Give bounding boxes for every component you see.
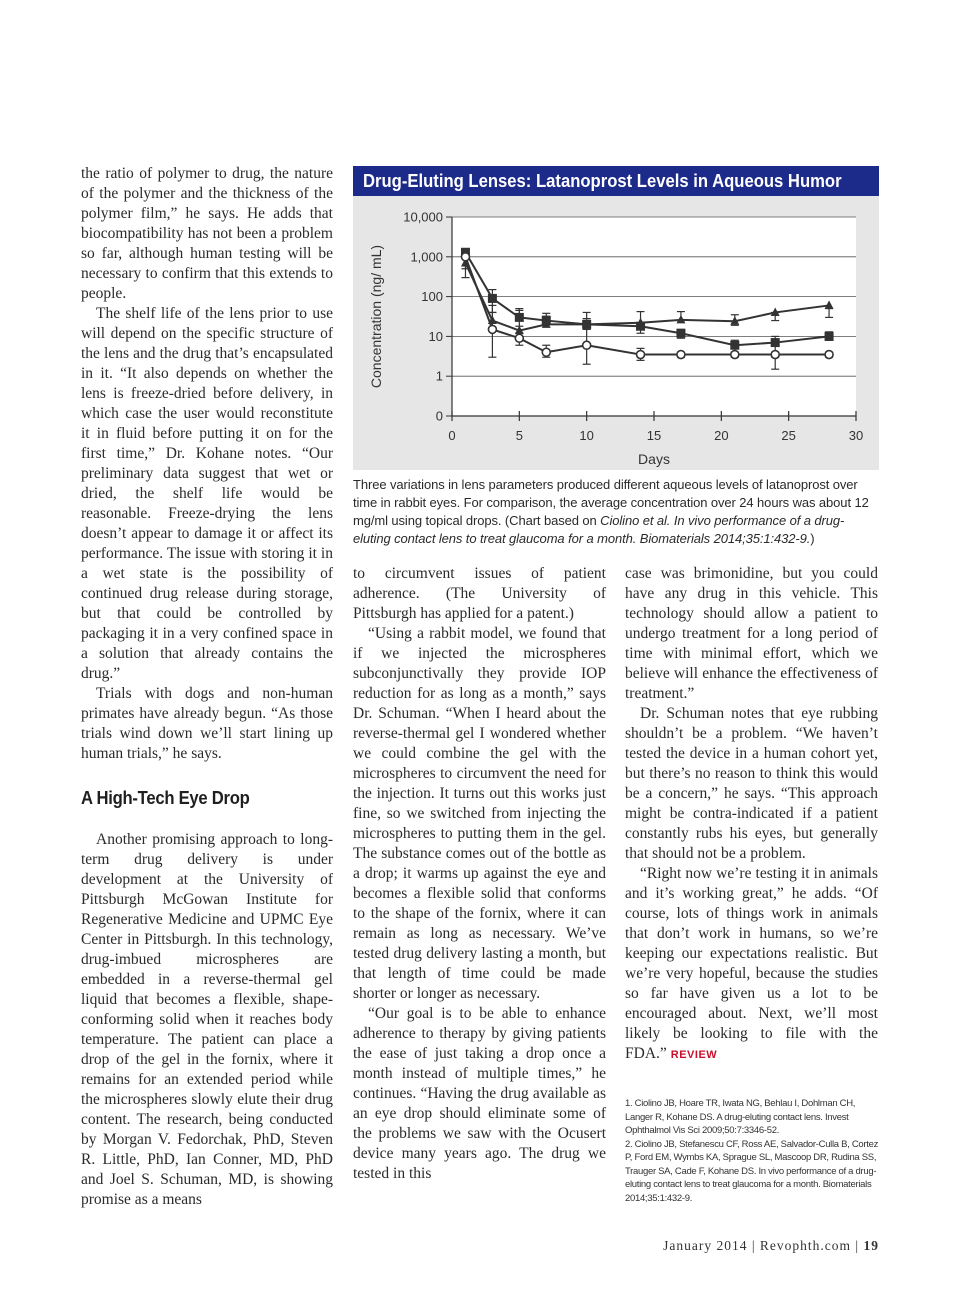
paragraph: to circumvent issues of patient adherence. (The University of Pittsburgh has applied for a patent.)	[353, 565, 606, 622]
data-point-circle	[825, 351, 833, 359]
x-tick-label: 5	[515, 428, 523, 443]
article-column-3	[625, 564, 878, 1065]
paragraph-text: “Right now we’re testing it in animals and it’s working great,” he adds. “Of course, lots of things work in animals that don’t work in humans, so we’re keeping our expectations realistic. But we’re very hopeful, because the studies so far have given us a lot to be encouraged about. Next, we’ll most likely be looking to file with the FDA.”	[625, 865, 878, 1062]
chart-title: Drug-Eluting Lenses: Latanoprost Levels in Aqueous Humor	[363, 170, 842, 191]
x-tick-label: 0	[448, 428, 456, 443]
line-chart	[353, 196, 879, 470]
data-point-square	[731, 341, 739, 349]
x-tick-label: 30	[848, 428, 864, 443]
reference-item: 1. Ciolino JB, Hoare TR, Iwata NG, Behlau I, Dohlman CH, Langer R, Kohane DS. A drug-eluting contact lens. Invest Ophthalmol Vis Sci 2009;50:7:3346-52.	[625, 1098, 856, 1136]
section-subheading: A High-Tech Eye Drop	[81, 787, 250, 808]
paragraph: the ratio of polymer to drug, the nature of the polymer and the thickness of the polymer film,” he says. He adds that biocompatibility has not been a problem so far, although human testing will be necessary to confirm that this extends to people.	[81, 165, 333, 302]
data-point-circle	[637, 351, 645, 359]
paragraph: case was brimonidine, but you could have any drug in this vehicle. This technology should allow a patient to undergo treatment for a long period of time with minimal effort, which we believe will enhance the effectiveness of treatment.”	[625, 565, 878, 702]
x-tick-label: 10	[579, 428, 594, 443]
caption-citation: Ciolino et al. In vivo performance of a drug-eluting contact lens to treat glaucoma for a month. Biomaterials 2014;35:1:432-9.	[353, 513, 845, 546]
x-tick-label: 25	[781, 428, 796, 443]
page-footer	[663, 1238, 879, 1254]
data-point-square	[771, 339, 779, 347]
data-point-circle	[583, 341, 591, 349]
paragraph: Trials with dogs and non-human primates have already begun. “As those trials wind down we’ll start lining up human trials,” he says.	[81, 685, 333, 762]
paragraph: Another promising approach to long-term drug delivery is under development at the University of Pittsburgh McGowan Institute for Regenerative Medicine and UPMC Eye Center in Pittsburgh. In this technology, drug-imbued microspheres are embedded in a reverse-thermal gel liquid that becomes a flexible, shape-conforming solid when it reaches body temperature. The patient can place a drop of the gel in the fornix, where it remains for an extended period while the microspheres slowly elute their drug content. The research, being conducted by Morgan V. Fedorchak, PhD, Steven R. Little, PhD, Ian Conner, MD, PhD and Joel S. Schuman, MD, is showing promise as a means	[81, 831, 333, 1208]
data-point-circle	[731, 351, 739, 359]
data-point-circle	[677, 351, 685, 359]
data-point-square	[515, 313, 523, 321]
chart-caption	[353, 476, 879, 548]
article-column-2	[353, 564, 606, 1184]
y-tick-label: 10	[428, 328, 443, 344]
y-tick-label: 100	[421, 289, 443, 305]
y-tick-label: 0	[435, 408, 443, 424]
paragraph: “Using a rabbit model, we found that if we injected the microspheres subconjunctivally they provide IOP reduction for as long as a month,” says Dr. Schuman. “When I heard about the reverse-thermal gel I wondered whether we could combine the gel with the microspheres to circumvent the need for the injection. It turns out this works just fine, so we switched from injecting the microspheres to putting them in the gel. The substance comes out of the bottle as a drop; it warms up against the eye and becomes a flexible solid that conforms to the shape of the fornix, where it can remain as long as necessary. We’ve tested drug delivery lasting a month, but that length of time could be made shorter or longer as necessary.	[353, 625, 606, 1002]
data-point-square	[637, 322, 645, 330]
page-number: 19	[863, 1238, 879, 1253]
reference-item: 2. Ciolino JB, Stefanescu CF, Ross AE, Salvador-Culla B, Cortez P, Ford EM, Wymbs KA, Sprague SL, Mascoop DR, Rudina SS, Trauger SA, Cade F, Kohane DS. In vivo performance of a drug-eluting contact lens to treat glaucoma for a month. Biomaterials 2014;35:1:432-9.	[625, 1138, 879, 1204]
review-end-mark: REVIEW	[670, 1049, 718, 1061]
caption-text: Three variations in lens parameters produced different aqueous levels of latanoprost over time in rabbit eyes. For comparison, the average concentration over 24 hours was about 12 mg/ml using topical drops. (Chart based on	[353, 477, 869, 528]
data-point-square	[677, 329, 685, 337]
caption-close: )	[810, 531, 815, 546]
chart-area	[353, 196, 879, 470]
plot-background	[452, 217, 856, 416]
article-column-1	[81, 164, 333, 1210]
data-point-circle	[488, 325, 496, 333]
data-point-circle	[515, 334, 523, 342]
x-tick-label: 15	[646, 428, 662, 443]
paragraph	[625, 864, 878, 1065]
data-point-circle	[771, 351, 779, 359]
references	[625, 1097, 883, 1205]
data-point-square	[825, 332, 833, 340]
data-point-square	[488, 294, 496, 302]
data-point-circle	[461, 253, 469, 261]
data-point-circle	[542, 348, 550, 356]
y-tick-label: 1,000	[410, 249, 443, 265]
x-tick-label: 20	[714, 428, 729, 443]
data-point-square	[583, 320, 591, 328]
chart-title-bar	[353, 166, 879, 196]
paragraph: Dr. Schuman notes that eye rubbing shouldn’t be a problem. “We haven’t tested the device in a human cohort yet, but there’s no reason to think this would be a concern,” he says. “This approach might be contra-indicated if a patient constantly rubs his eyes, but generally that should not be a problem.	[625, 705, 878, 862]
paragraph: “Our goal is to be able to enhance adherence to therapy by giving patients the ease of just taking a drop once a month instead of multiple times,” he continues. “Having the drug available as an eye drop should eliminate some of the problems we saw with the Ocusert device many years ago. The drug we tested in this	[353, 1005, 606, 1182]
x-axis-label: Days	[638, 451, 670, 467]
data-point-square	[542, 317, 550, 325]
y-tick-label: 10,000	[403, 209, 443, 225]
footer-issue: January 2014 | Revophth.com |	[663, 1238, 864, 1253]
paragraph: The shelf life of the lens prior to use will depend on the specific structure of the lens and the drug that’s encapsulated in it. “It also depends on whether the lens is freeze-dried before delivery, in which case the user would reconstitute it in fluid before putting it on for the first time,” Dr. Kohane notes. “Our preliminary data suggest that wet or dried, the shelf life would be reasonable. Freeze-drying the lens doesn’t appear to damage it or affect its performance. The issue with storing it in a wet state is the possibility of continued drug release during storage, but that could be controlled by packaging it in a very confined space in a solution that already contains the drug.”	[81, 305, 333, 682]
y-axis-label: Concentration (ng/ mL)	[368, 244, 384, 389]
y-tick-label: 1	[435, 368, 443, 384]
